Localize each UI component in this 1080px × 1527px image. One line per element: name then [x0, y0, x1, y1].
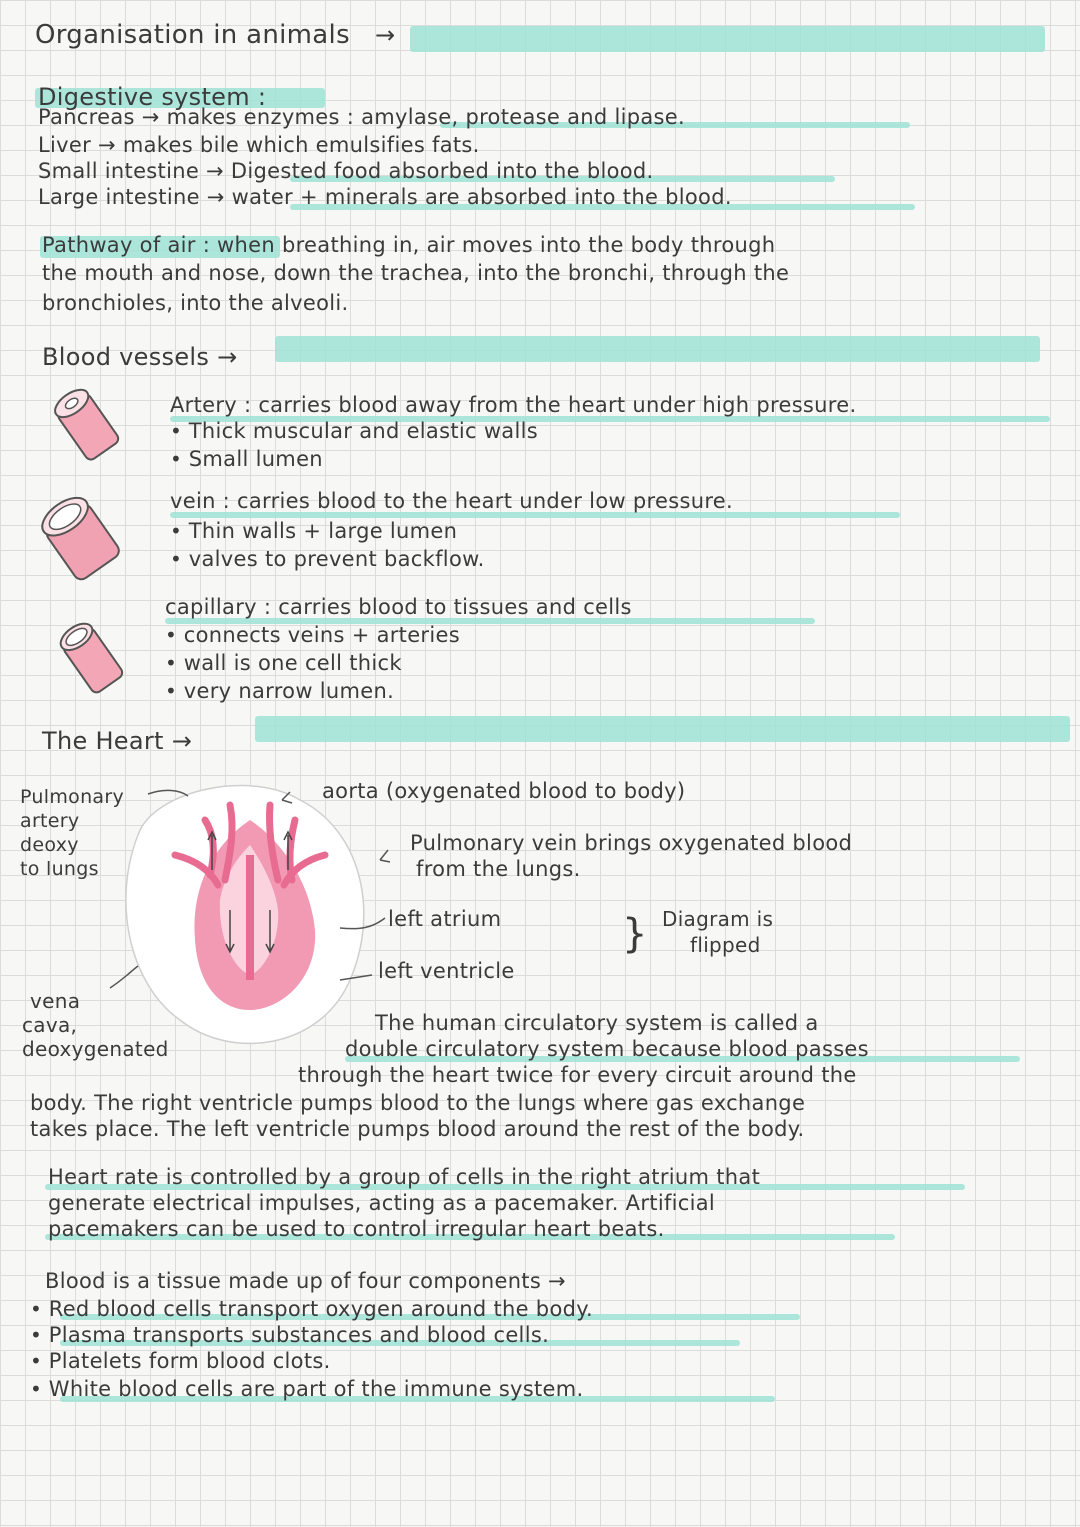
blood-item-3-text: Platelets form blood clots. [48, 1349, 331, 1373]
digestive-line-4: Large intestine → water + minerals are absorbed into the blood. [38, 185, 732, 209]
highlight-heading [410, 26, 1045, 52]
pulmonary-artery-label-3: deoxy [20, 834, 79, 856]
vena-cava-label-2: cava, [22, 1013, 78, 1037]
vena-cava-label-3: deoxygenated [22, 1037, 169, 1061]
heart-title: The Heart → [42, 727, 193, 755]
vein-title: vein : carries blood to the heart under low pressure. [170, 489, 733, 513]
artery-drawing [48, 380, 128, 470]
heart-rate-line-3: pacemakers can be used to control irregular heart beats. [48, 1217, 665, 1241]
title-arrow: → [375, 21, 396, 49]
capillary-point-2-text: wall is one cell thick [183, 651, 402, 675]
vein-point-2: • valves to prevent backflow. [170, 547, 485, 571]
highlight-blood-vessels [275, 336, 1040, 362]
circulatory-line-4: body. The right ventricle pumps blood to the lungs where gas exchange [30, 1091, 806, 1115]
blood-item-2-text: Plasma transports substances and blood cells. [48, 1323, 550, 1347]
pulmonary-artery-label-4: to lungs [20, 858, 99, 880]
blood-item-4: • White blood cells are part of the immune system. [30, 1377, 584, 1401]
artery-point-2: • Small lumen [170, 447, 323, 471]
vena-cava-label-1: vena [30, 989, 81, 1013]
circulatory-line-3: through the heart twice for every circuit around the [298, 1063, 857, 1087]
digestive-title: Digestive system : [38, 83, 267, 111]
brace: } [622, 911, 648, 957]
capillary-point-1: • connects veins + arteries [165, 623, 460, 647]
capillary-drawing [52, 614, 132, 704]
artery-point-2-text: Small lumen [188, 447, 323, 471]
digestive-line-2: Liver → makes bile which emulsifies fats. [38, 133, 480, 157]
blood-item-3: • Platelets form blood clots. [30, 1349, 331, 1373]
circulatory-line-5: takes place. The left ventricle pumps blood around the rest of the body. [30, 1117, 805, 1141]
vein-point-1-text: Thin walls + large lumen [188, 519, 458, 543]
left-ventricle-label: left ventricle [378, 959, 515, 983]
pulmonary-artery-label-2: artery [20, 810, 80, 832]
flipped-label-2: flipped [690, 933, 761, 957]
artery-point-1-text: Thick muscular and elastic walls [188, 419, 538, 443]
vein-point-1: • Thin walls + large lumen [170, 519, 458, 543]
blood-item-4-text: White blood cells are part of the immune system. [48, 1377, 584, 1401]
heart-diagram [100, 760, 370, 1060]
aorta-label: aorta (oxygenated blood to body) [322, 779, 686, 803]
artery-title: Artery : carries blood away from the heart under high pressure. [170, 393, 857, 417]
highlight-heart [255, 716, 1070, 742]
digestive-line-1: Pancreas → makes enzymes : amylase, protease and lipase. [38, 105, 685, 129]
blood-vessels-title: Blood vessels → [42, 343, 238, 371]
page-title: Organisation in animals [35, 20, 350, 50]
pathway-line-3: bronchioles, into the alveoli. [42, 291, 349, 315]
blood-item-1-text: Red blood cells transport oxygen around the body. [48, 1297, 593, 1321]
vein-drawing [30, 488, 130, 588]
capillary-point-2: • wall is one cell thick [165, 651, 402, 675]
pulmonary-vein-label-2: from the lungs. [416, 857, 581, 881]
heart-rate-line-1: Heart rate is controlled by a group of cells in the right atrium that [48, 1165, 761, 1189]
blood-item-1: • Red blood cells transport oxygen around the body. [30, 1297, 593, 1321]
heart-rate-line-2: generate electrical impulses, acting as a pacemaker. Artificial [48, 1191, 716, 1215]
blood-intro: Blood is a tissue made up of four components → [45, 1269, 566, 1293]
capillary-point-3: • very narrow lumen. [165, 679, 395, 703]
pathway-line-1: Pathway of air : when breathing in, air moves into the body through [42, 233, 776, 257]
capillary-title: capillary : carries blood to tissues and cells [165, 595, 632, 619]
capillary-point-1-text: connects veins + arteries [183, 623, 460, 647]
artery-point-1: • Thick muscular and elastic walls [170, 419, 538, 443]
flipped-label-1: Diagram is [662, 907, 774, 931]
vein-point-2-text: valves to prevent backflow. [188, 547, 485, 571]
circulatory-line-2: double circulatory system because blood passes [345, 1037, 869, 1061]
pathway-line-2: the mouth and nose, down the trachea, into the bronchi, through the [42, 261, 790, 285]
left-atrium-label: left atrium [388, 907, 502, 931]
blood-item-2: • Plasma transports substances and blood cells. [30, 1323, 550, 1347]
digestive-line-3: Small intestine → Digested food absorbed into the blood. [38, 159, 654, 183]
pulmonary-vein-label-1: Pulmonary vein brings oxygenated blood [410, 831, 853, 855]
circulatory-line-1: The human circulatory system is called a [375, 1011, 819, 1035]
pulmonary-artery-label-1: Pulmonary [20, 786, 125, 808]
capillary-point-3-text: very narrow lumen. [183, 679, 395, 703]
